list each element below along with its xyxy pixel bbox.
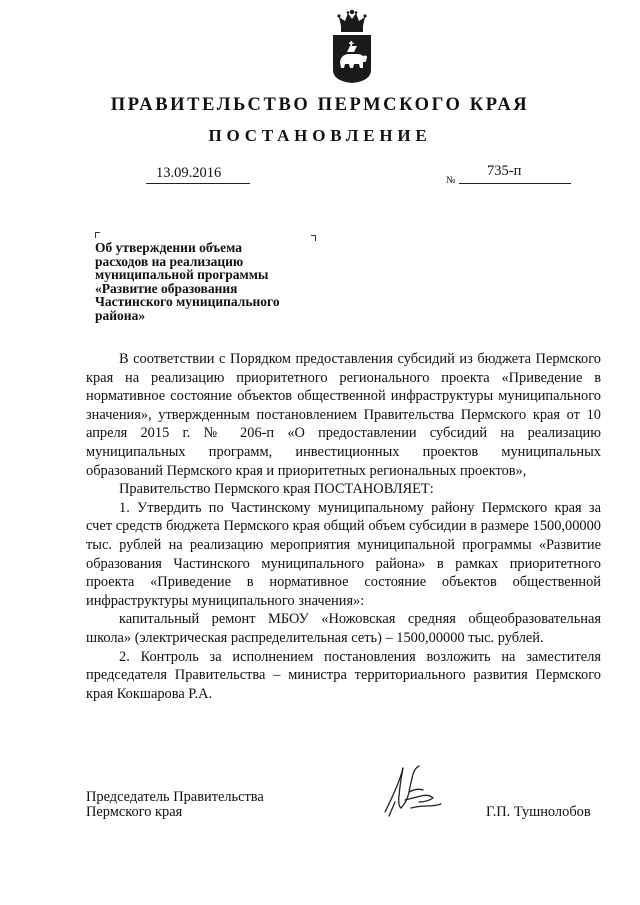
number-sign: № bbox=[446, 175, 456, 186]
subject-line: района» bbox=[95, 307, 146, 323]
document-body bbox=[86, 350, 601, 703]
signer-position-line: Пермского края bbox=[86, 803, 183, 820]
body-paragraph-item-2: 2. Контроль за исполнением постановления возложить на заместителя председателя Правительства – министра территориального развития Пермского края Кокшарова Р.А. bbox=[86, 648, 601, 702]
subject-line: Частинского муниципального bbox=[95, 294, 280, 310]
body-paragraph-item-1: 1. Утвердить по Частинскому муниципальному району Пермского края за счет средств бюджета Пермского края общий объем субсидии в размере 1500,00000 тыс. рублей на реализацию мероприятия муниципальной программы «Развитие образования Частинского муниципального района» в рамках приоритетного проекта «Приведение в нормативное состояние объектов общественной инфраструктуры муниципального значения»: bbox=[86, 499, 601, 609]
signer-position-line: Председатель Правительства bbox=[86, 789, 264, 805]
document-number: 735-п bbox=[487, 163, 522, 179]
signer-name: Г.П. Тушнолобов bbox=[486, 804, 591, 820]
signer-position bbox=[86, 790, 264, 819]
subject-corner-left bbox=[95, 232, 100, 238]
body-paragraph-resolves: Правительство Пермского края ПОСТАНОВЛЯЕТ: bbox=[119, 481, 434, 498]
subject-line: муниципальной программы bbox=[95, 267, 269, 283]
document-subject bbox=[95, 241, 335, 323]
subject-line: Об утверждении объема bbox=[95, 240, 242, 255]
number-underline bbox=[459, 183, 571, 184]
body-paragraph-item-1-detail: капитальный ремонт МБОУ «Ножовская средняя общеобразовательная школа» (электрическая распределительная сеть) – 1500,00000 тыс. рублей. bbox=[86, 611, 601, 646]
coat-of-arms-icon bbox=[330, 8, 374, 84]
document-type: ПОСТАНОВЛЕНИЕ bbox=[208, 126, 432, 145]
handwritten-signature bbox=[383, 762, 447, 820]
document-date: 13.09.2016 bbox=[156, 165, 222, 181]
subject-line: «Развитие образования bbox=[95, 280, 238, 296]
date-underline bbox=[146, 183, 250, 184]
body-paragraph-preamble: В соответствии с Порядком предоставления субсидий из бюджета Пермского края на реализацию приоритетного регионального проекта «Приведение в нормативное состояние объектов общественной инфраструктуры муниципального значения», утвержденным постановлением Правительства Пермского края от 10 апреля 2015 г. № 206-п «О предоставлении субсидий на реализацию муниципальных программ, инвестиционных проектов муниципальных образований Пермского края и приоритетных региональных проектов», bbox=[86, 351, 601, 479]
subject-line: расходов на реализацию bbox=[95, 253, 244, 269]
government-title: ПРАВИТЕЛЬСТВО ПЕРМСКОГО КРАЯ bbox=[110, 95, 530, 115]
